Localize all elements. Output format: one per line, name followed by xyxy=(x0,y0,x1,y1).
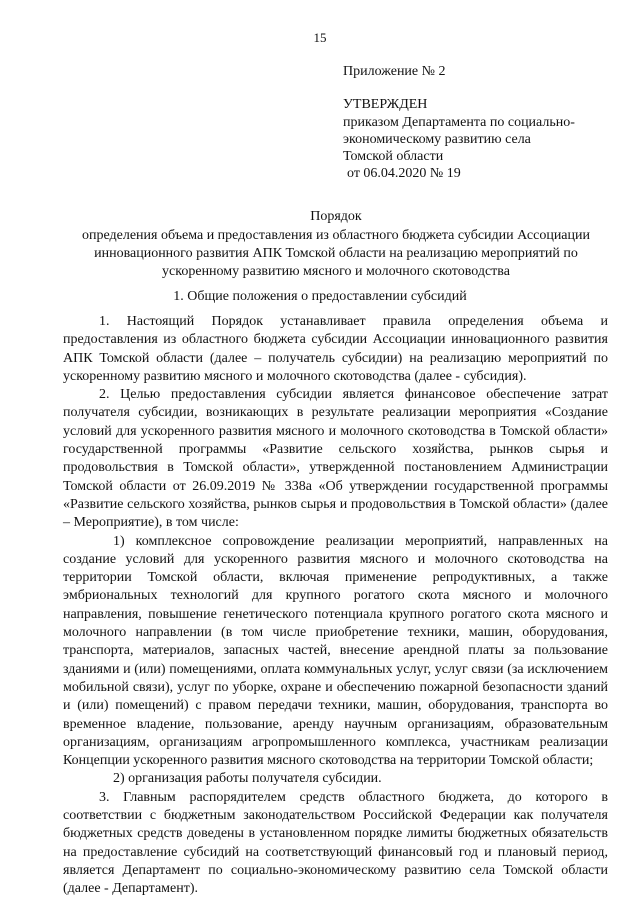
subparagraph-2: 2) организация работы получателя субсидии. xyxy=(113,771,382,787)
title-word: Порядок xyxy=(310,209,362,224)
annex-label: Приложение № 2 xyxy=(343,64,446,79)
body-text xyxy=(63,313,608,899)
approval-order-line: Томской области xyxy=(343,149,444,164)
document-title xyxy=(66,208,606,281)
page-number: 15 xyxy=(313,30,327,45)
approval-order-line: приказом Департамента по социально- xyxy=(343,115,575,130)
paragraph-3: 3. Главным распорядителем средств областного бюджета, до которого в соответствии с бюджетным законодательством Российской Федерации как получателя бюджетных средств доведены в установленном порядке лимиты бюджетных обязательств на предоставление субсидий на соответствующий финансовый год и плановый период, является Департамент по социально-экономическому развитию села Томской области (далее - Департамент). xyxy=(63,789,608,897)
approval-order-line: экономическому развитию села xyxy=(343,132,531,147)
approval-date: от 06.04.2020 № 19 xyxy=(347,166,461,181)
approved-label: УТВЕРЖДЕН xyxy=(343,97,428,112)
approval-stamp xyxy=(343,63,623,182)
section-heading: 1. Общие положения о предоставлении субсидий xyxy=(173,289,467,304)
subparagraph-1: 1) комплексное сопровождение реализации мероприятий, направленных на создание условий для ускоренного развития мясного и молочного скотоводства на территории Томской области, включая применение репродуктивных, а также эмбриональных технологий для крупного рогатого скота мясного и молочного направления, повышение генетического потенциала крупного рогатого скота мясного и молочного направлении (в том числе приобретение техники, машин, оборудования, транспорта, материалов, запасных частей, внесение арендной платы за пользование зданиями и (или) помещениями, оплата коммунальных услуг, услуг связи (за исключением мобильной связи), услуг по уборке, охране и обеспечению пожарной безопасности зданий и (или) помещений) с правом передачи техники, машин, оборудования, транспорта во временное владение, пользование, аренду научным организациям, образовательным организациям, организациям агропромышленного комплекса, участникам реализации Концепции ускоренного развития мясного скотоводства на территории Томской области; xyxy=(63,533,608,769)
title-text: определения объема и предоставления из областного бюджета субсидии Ассоциации инновационного развития АПК Томской области на реализацию мероприятий по ускоренному развитию мясного и молочного скотоводства xyxy=(82,228,590,279)
paragraph-1: 1. Настоящий Порядок устанавливает правила определения объема и предоставления из областного бюджета субсидии Ассоциации инновационного развития АПК Томской области (далее – получатель субсидии) на реализацию мероприятий по ускоренному развитию мясного и молочного скотоводства (далее - субсидия). xyxy=(63,314,608,384)
paragraph-2: 2. Целью предоставления субсидии является финансовое обеспечение затрат получателя субсидии, возникающих в результате реализации мероприятия «Создание условий для ускоренного развития мясного и молочного скотоводства в Томской области» государственной программы «Развитие сельского хозяйства, рынков сырья и продовольствия в Томской области», утвержденной постановлением Администрации Томской области от 26.09.2019 № 338а «Об утверждении государственной программы «Развитие сельского хозяйства, рынков сырья и продовольствия в Томской области» (далее – Мероприятие), в том числе: xyxy=(63,387,608,531)
